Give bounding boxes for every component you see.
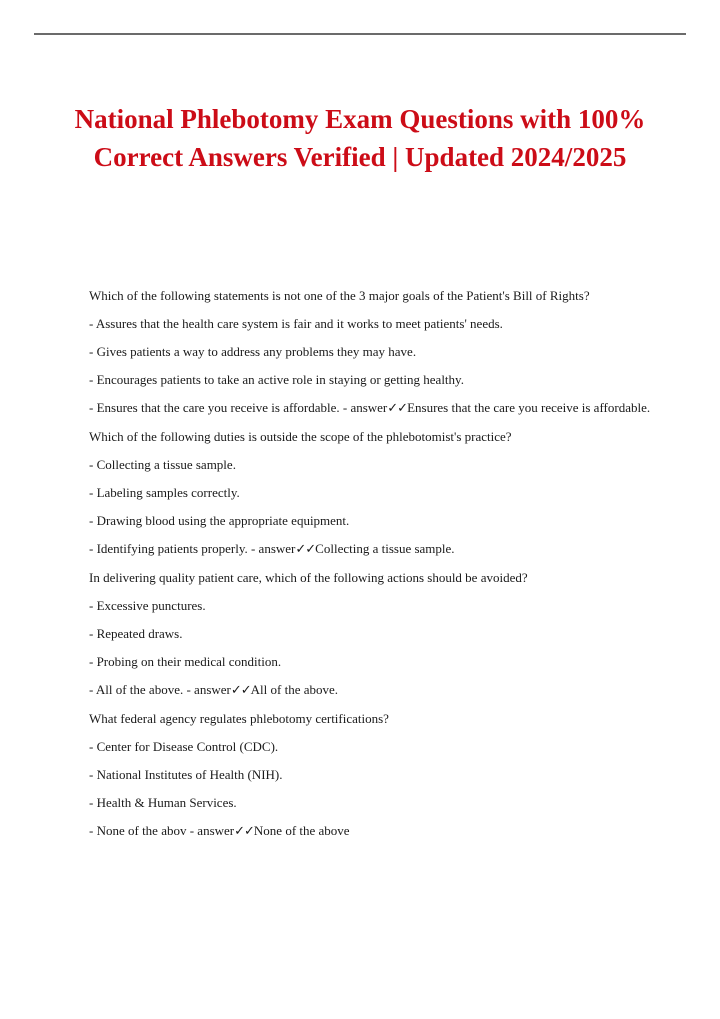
answer-option: - Assures that the health care system is fair and it works to meet patients' needs. bbox=[89, 316, 503, 331]
question-text: Which of the following duties is outside the scope of the phlebotomist's practice? bbox=[89, 429, 512, 444]
check-mark-icon: ✓✓ bbox=[234, 824, 254, 839]
correct-answer: None of the above bbox=[253, 823, 350, 838]
answer-option: - Probing on their medical condition. bbox=[89, 654, 282, 669]
answer-option: - All of the above. - answer bbox=[89, 682, 231, 697]
check-mark-icon: ✓✓ bbox=[387, 401, 408, 416]
answer-option-with-answer bbox=[89, 540, 663, 559]
answer-option: - Gives patients a way to address any problems they may have. bbox=[89, 344, 417, 359]
correct-answer: All of the above. bbox=[250, 682, 339, 697]
answer-option-with-answer bbox=[89, 681, 663, 700]
answer-option: - Excessive punctures. bbox=[89, 598, 206, 613]
answer-option: - Labeling samples correctly. bbox=[89, 485, 240, 500]
question-text: In delivering quality patient care, which of the following actions should be avoided? bbox=[89, 570, 528, 585]
answer-option: - Drawing blood using the appropriate equipment. bbox=[89, 513, 350, 528]
answer-option: - Ensures that the care you receive is affordable. - answer bbox=[89, 400, 388, 415]
question-list bbox=[89, 287, 663, 841]
correct-answer: Ensures that the care you receive is affordable. bbox=[407, 400, 651, 415]
check-mark-icon: ✓✓ bbox=[230, 683, 251, 698]
answer-option: - Collecting a tissue sample. bbox=[89, 457, 236, 472]
question-text: What federal agency regulates phlebotomy certifications? bbox=[89, 711, 389, 726]
answer-option: - None of the abov - answer bbox=[89, 823, 235, 838]
answer-option: - Encourages patients to take an active role in staying or getting healthy. bbox=[89, 372, 464, 387]
answer-option-with-answer bbox=[89, 822, 663, 841]
document-title: National Phlebotomy Exam Questions with 100% Correct Answers Verified | Updated 2024/2025 bbox=[74, 104, 646, 172]
answer-option-with-answer bbox=[89, 399, 663, 418]
correct-answer: Collecting a tissue sample. bbox=[315, 541, 455, 556]
check-mark-icon: ✓✓ bbox=[295, 542, 316, 557]
answer-option: - Identifying patients properly. - answer bbox=[89, 541, 296, 556]
header-rule bbox=[34, 33, 686, 35]
answer-option: - Health & Human Services. bbox=[89, 795, 237, 810]
answer-option: - Center for Disease Control (CDC). bbox=[89, 739, 279, 754]
answer-option: - Repeated draws. bbox=[89, 626, 183, 641]
question-text: Which of the following statements is not one of the 3 major goals of the Patient's Bill of Rights? bbox=[89, 288, 590, 303]
answer-option: - National Institutes of Health (NIH). bbox=[89, 767, 283, 782]
